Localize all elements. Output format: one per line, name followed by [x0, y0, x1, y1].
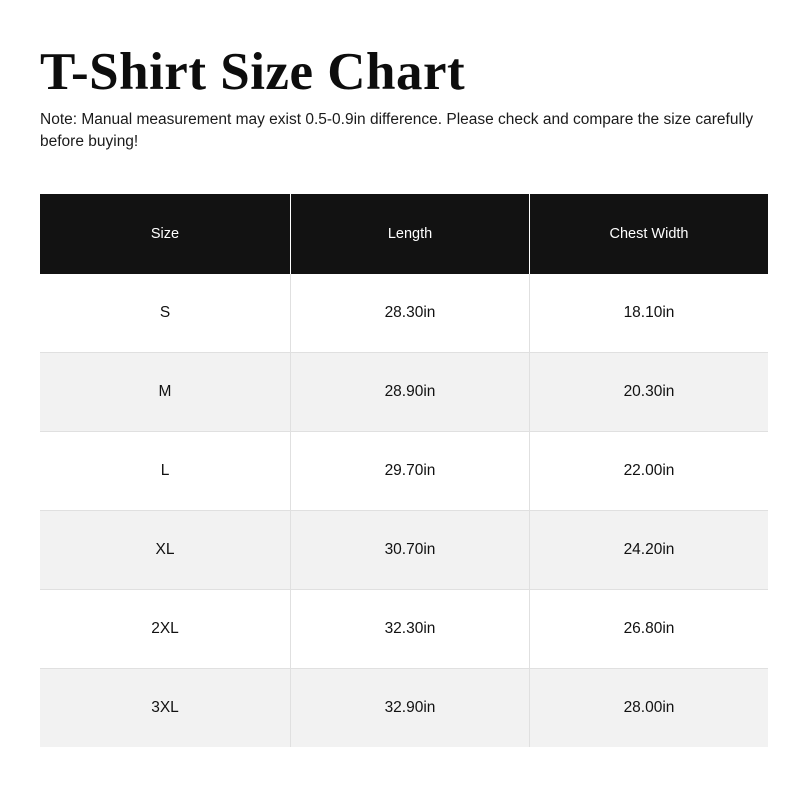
cell-size: 3XL	[40, 668, 291, 747]
cell-chest-width: 18.10in	[530, 274, 769, 353]
cell-size: 2XL	[40, 589, 291, 668]
table-row	[40, 589, 768, 668]
column-header-chest-width: Chest Width	[530, 194, 769, 274]
cell-chest-width: 24.20in	[530, 510, 769, 589]
cell-size: XL	[40, 510, 291, 589]
cell-length: 28.30in	[291, 274, 530, 353]
cell-size: M	[40, 352, 291, 431]
table-body	[40, 274, 768, 747]
table-row	[40, 431, 768, 510]
table-header	[40, 194, 768, 274]
cell-length: 29.70in	[291, 431, 530, 510]
cell-length: 30.70in	[291, 510, 530, 589]
table-row	[40, 274, 768, 353]
cell-length: 32.30in	[291, 589, 530, 668]
cell-length: 28.90in	[291, 352, 530, 431]
cell-size: L	[40, 431, 291, 510]
page-title: T-Shirt Size Chart	[40, 43, 466, 101]
table-header-row	[40, 194, 768, 274]
column-header-length: Length	[291, 194, 530, 274]
cell-size: S	[40, 274, 291, 353]
column-header-size: Size	[40, 194, 291, 274]
cell-length: 32.90in	[291, 668, 530, 747]
cell-chest-width: 26.80in	[530, 589, 769, 668]
table-row	[40, 352, 768, 431]
cell-chest-width: 22.00in	[530, 431, 769, 510]
table-row	[40, 668, 768, 747]
cell-chest-width: 28.00in	[530, 668, 769, 747]
measurement-note: Note: Manual measurement may exist 0.5-0.9in difference. Please check and compare the size carefully before buying!	[40, 110, 754, 151]
size-chart-table-wrapper	[40, 194, 760, 747]
table-row	[40, 510, 768, 589]
cell-chest-width: 20.30in	[530, 352, 769, 431]
size-chart-table	[40, 194, 768, 747]
